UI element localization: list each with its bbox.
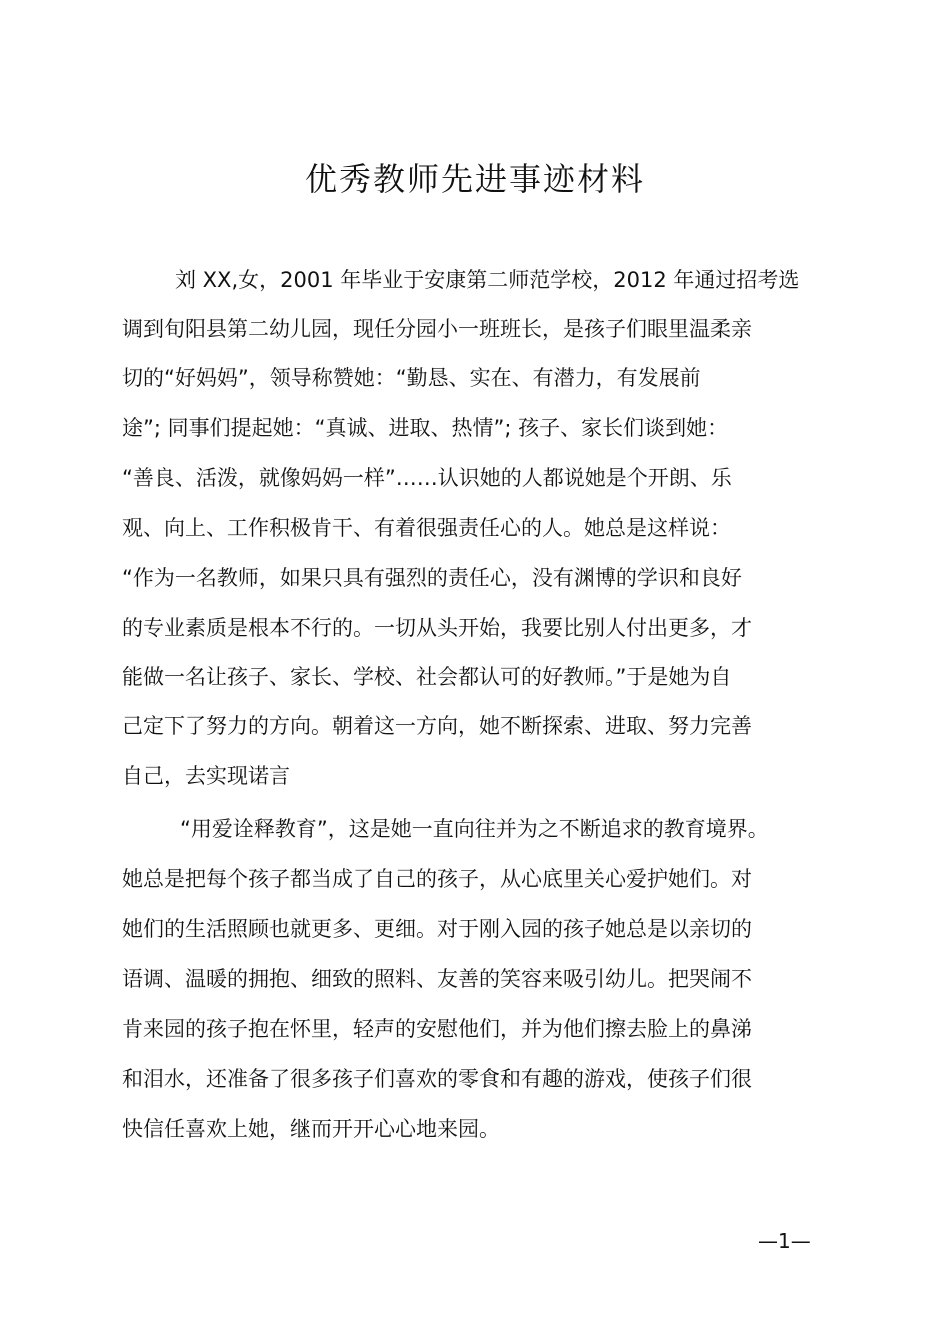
paragraph-1-line: 观、向上、工作积极肯干、有着很强责任心的人。她总是这样说：	[122, 516, 731, 540]
paragraph-1-line: 切的“好妈妈”，领导称赞她：“勤恳、实在、有潜力，有发展前	[122, 366, 701, 390]
paragraph-1-line: “善良、活泼，就像妈妈一样”……认识她的人都说她是个开朗、乐	[122, 466, 732, 490]
paragraph-1-line: 调到旬阳县第二幼儿园，现任分园小一班班长，是孩子们眼里温柔亲	[122, 317, 752, 341]
paragraph-1-line: 能做一名让孩子、家长、学校、社会都认可的好教师。”于是她为自	[122, 665, 732, 689]
paragraph-1-line: 己定下了努力的方向。朝着这一方向，她不断探索、进取、努力完善	[122, 714, 752, 738]
paragraph-2-line: 快信任喜欢上她，继而开开心心地来园。	[122, 1117, 500, 1141]
paragraph-2-line: 和泪水，还准备了很多孩子们喜欢的零食和有趣的游戏，使孩子们很	[122, 1067, 752, 1091]
paragraph-2-line: 肯来园的孩子抱在怀里，轻声的安慰他们，并为他们擦去脸上的鼻涕	[122, 1017, 752, 1041]
paragraph-1-line: 自己，去实现诺言	[122, 764, 290, 788]
page-title: 优秀教师先进事迹材料	[304, 160, 645, 198]
page-number: —1—	[758, 1229, 811, 1253]
paragraph-1-line: “作为一名教师，如果只具有强烈的责任心，没有渊博的学识和良好	[122, 566, 742, 590]
paragraph-2-line: “用爱诠释教育”，这是她一直向往并为之不断追求的教育境界。	[180, 817, 769, 841]
paragraph-2-line: 语调、温暖的拥抱、细致的照料、友善的笑容来吸引幼儿。把哭闹不	[122, 967, 752, 991]
paragraph-2-line: 她总是把每个孩子都当成了自己的孩子，从心底里关心爱护她们。对	[122, 867, 752, 891]
paragraph-1-line: 刘 XX,女，2001 年毕业于安康第二师范学校，2012 年通过招考选	[175, 268, 800, 292]
paragraph-2-line: 她们的生活照顾也就更多、更细。对于刚入园的孩子她总是以亲切的	[122, 917, 752, 941]
paragraph-1-line: 途”; 同事们提起她：“真诚、进取、热情”; 孩子、家长们谈到她：	[122, 416, 729, 440]
paragraph-1-line: 的专业素质是根本不行的。一切从头开始，我要比别人付出更多，才	[122, 616, 752, 640]
